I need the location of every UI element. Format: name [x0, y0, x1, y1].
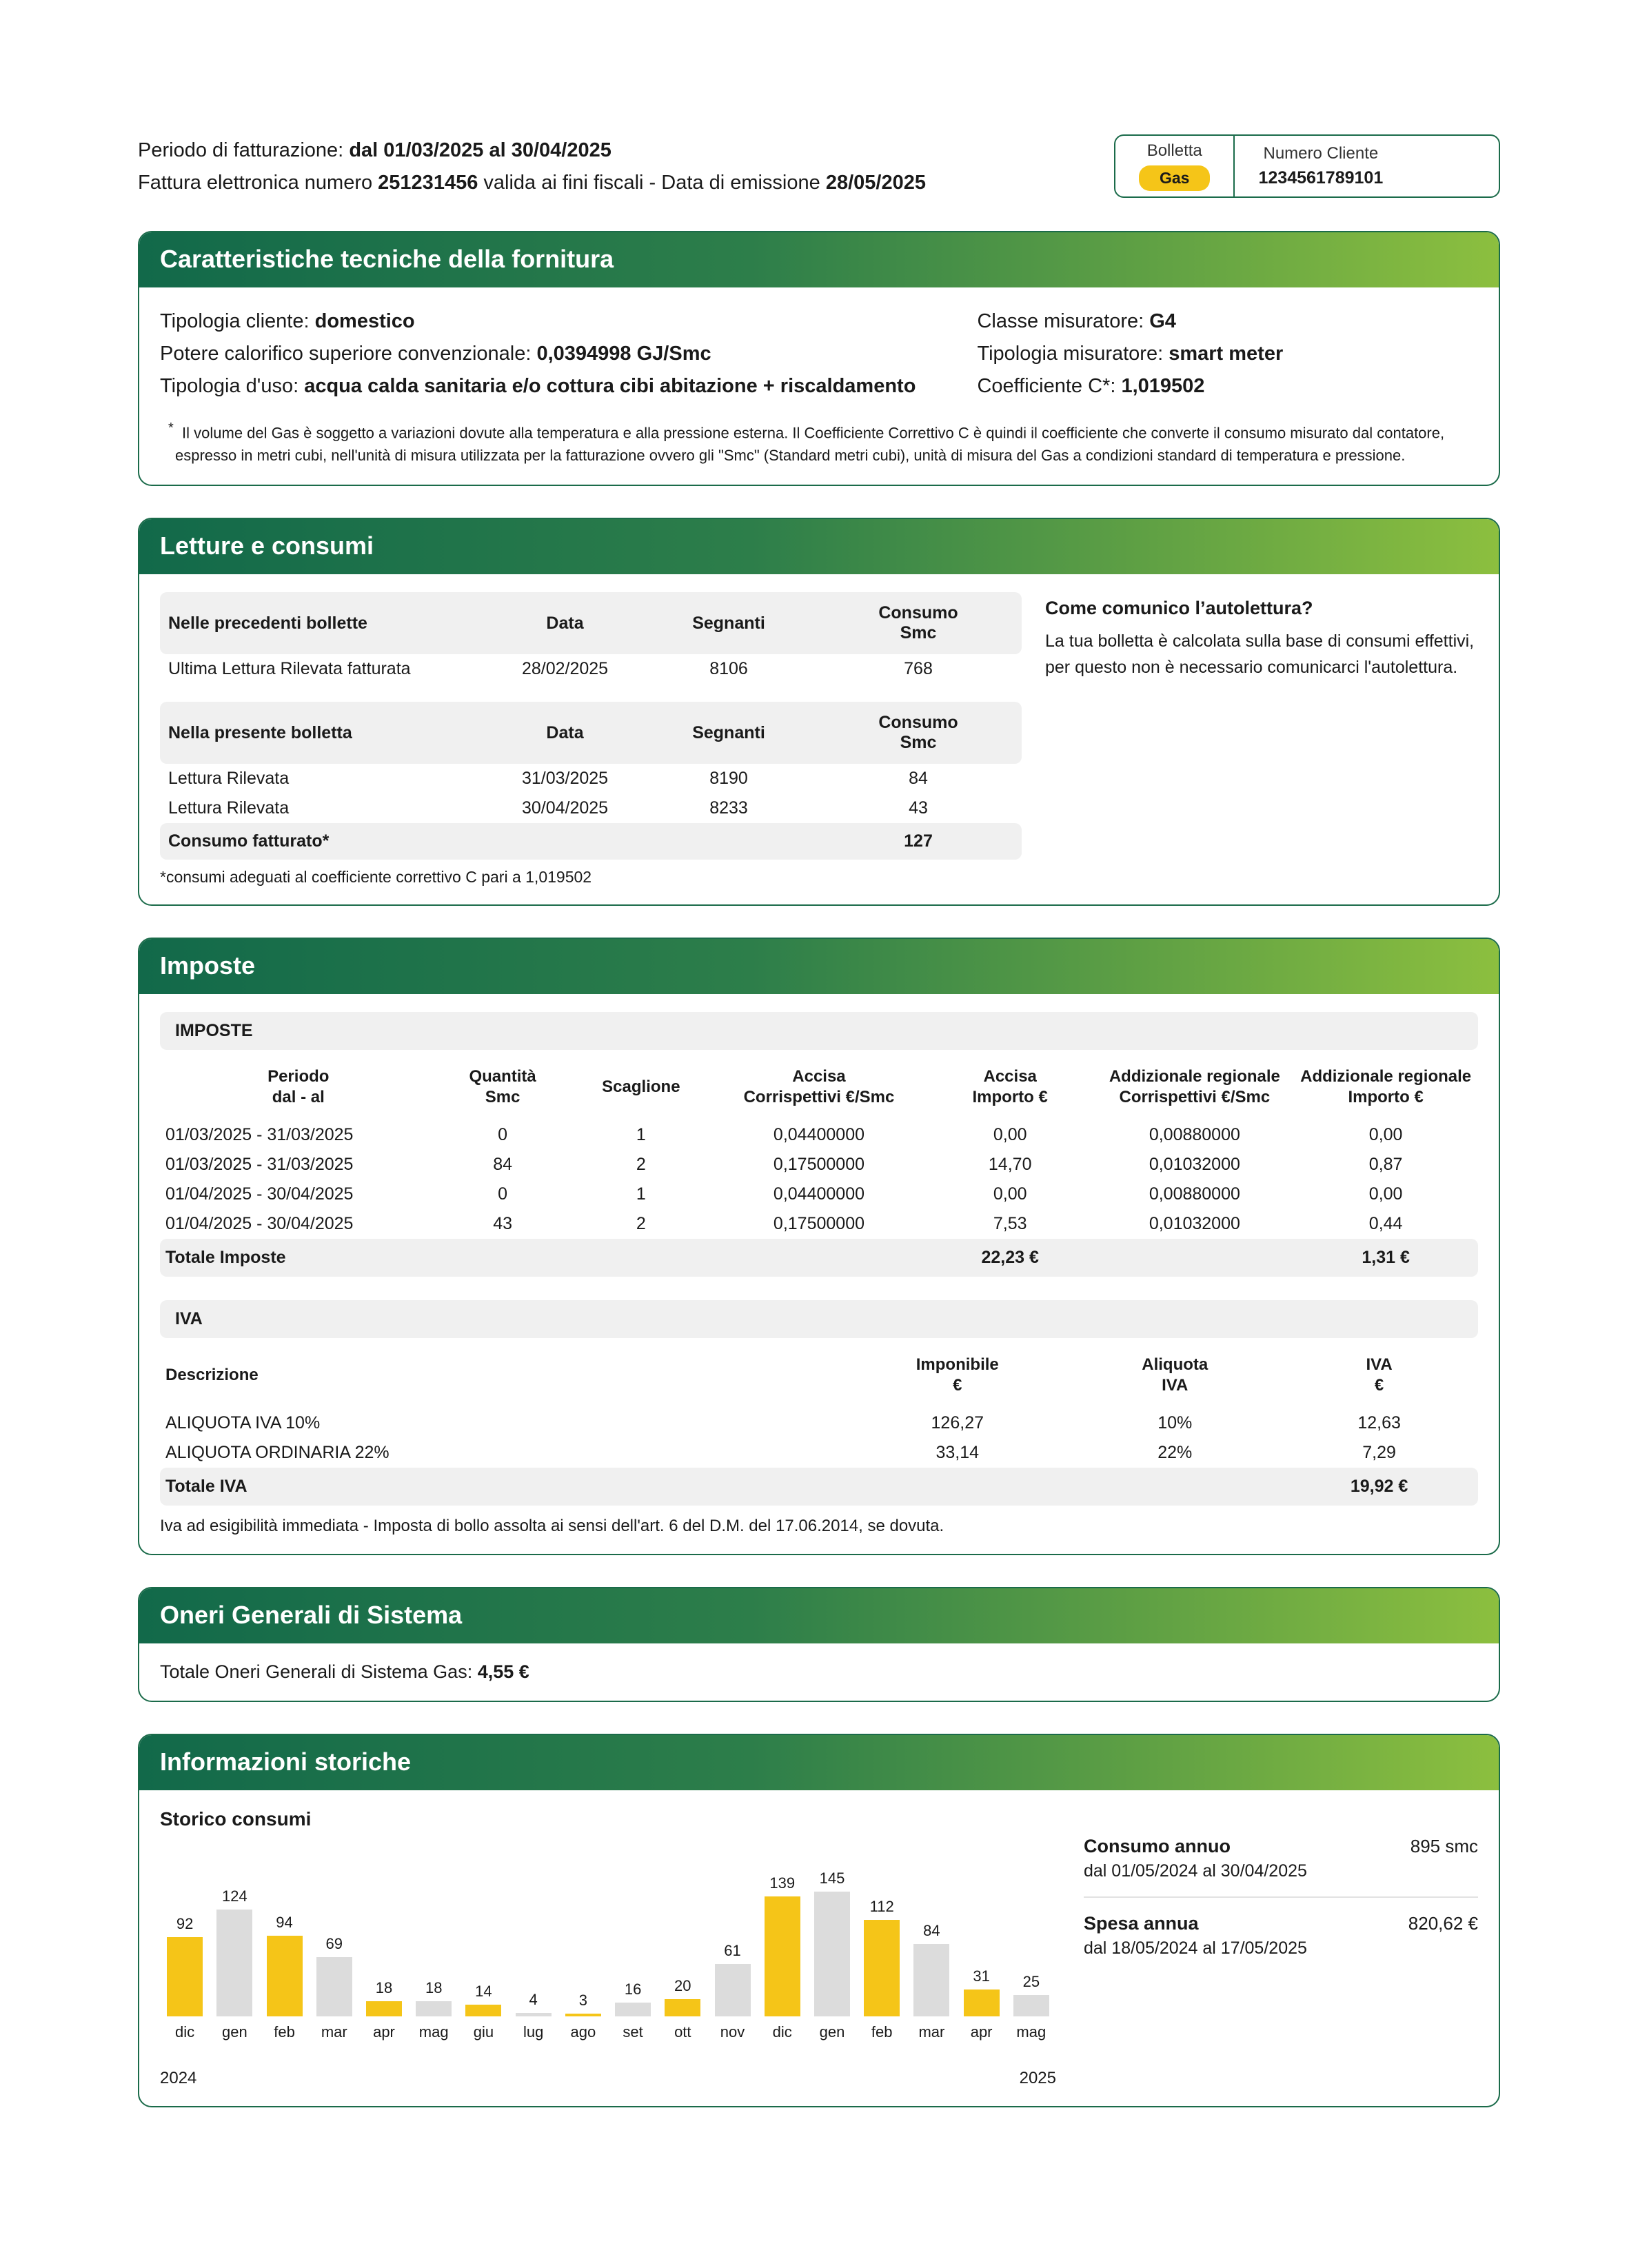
iva-importo: 12,63 — [1357, 1413, 1401, 1433]
taxes-total-accisa: 22,23 € — [924, 1239, 1096, 1277]
chart-x-label: apr — [373, 2023, 395, 2041]
potere-calorifico-row — [160, 338, 977, 370]
tax-quantita: 84 — [493, 1155, 513, 1175]
technical-left-column — [160, 305, 977, 403]
col-header-aliquota-line1: Aliquota — [1142, 1355, 1209, 1375]
reading-desc: Lettura Rilevata — [168, 769, 290, 789]
table-row — [160, 1120, 1478, 1150]
tax-quantita: 0 — [498, 1125, 508, 1145]
chart-bar-value: 112 — [869, 1898, 894, 1916]
reading-segnanti: 8190 — [709, 769, 748, 789]
chart-bar-cell — [707, 1851, 757, 2016]
taxes-total-addizionale: 1,31 € — [1293, 1239, 1478, 1277]
reading-desc: Ultima Lettura Rilevata fatturata — [168, 659, 411, 679]
tax-addizionale-corrispettivi: 0,00880000 — [1149, 1125, 1240, 1145]
chart-x-label: gen — [819, 2023, 845, 2041]
chart-x-label: mag — [418, 2023, 449, 2041]
tipologia-uso-row — [160, 370, 977, 403]
chart-bar-cell — [907, 1851, 956, 2016]
col-header-add-line1: Addizionale regionale — [1109, 1067, 1280, 1086]
coefficiente-c-value: 1,019502 — [1121, 374, 1205, 397]
taxes-total-label: Totale Imposte — [160, 1239, 437, 1277]
chart-bar-value: 94 — [276, 1913, 293, 1931]
col-header-consumo-line1: Consumo — [878, 603, 958, 623]
previous-readings-header: Nelle precedenti bollette — [160, 592, 487, 654]
consumption-chart-block — [160, 1808, 1056, 2088]
tax-accisa-corrispettivi: 0,17500000 — [773, 1214, 865, 1234]
reading-consumo: 84 — [909, 769, 928, 789]
chart-bar — [516, 2013, 552, 2016]
tax-accisa-importo: 7,53 — [993, 1214, 1027, 1234]
tax-quantita: 0 — [498, 1184, 508, 1204]
annual-spend-text — [1084, 1913, 1307, 1958]
autolettura-text: La tua bolletta è calcolata sulla base di consumi effettivi, per questo non è necessario comunicarci l'autolettura. — [1045, 631, 1475, 677]
col-header-scaglione-line1: Scaglione — [602, 1077, 680, 1097]
chart-bar-cell — [359, 1851, 409, 2016]
potere-calorifico-value: 0,0394998 GJ/Smc — [536, 342, 711, 365]
tax-periodo: 01/04/2025 - 30/04/2025 — [165, 1214, 354, 1234]
reading-segnanti: 8106 — [709, 659, 748, 679]
col-header-add-line2: Corrispettivi €/Smc — [1119, 1088, 1271, 1107]
tax-scaglione: 1 — [636, 1184, 646, 1204]
col-header-data: Data — [487, 592, 643, 654]
chart-bar — [615, 2003, 651, 2016]
chart-x-label: dic — [175, 2023, 195, 2041]
chart-x-label: apr — [970, 2023, 993, 2041]
tipologia-misuratore-row — [977, 338, 1478, 370]
taxes-total-row — [160, 1239, 1478, 1277]
col-header-quantita — [437, 1057, 569, 1120]
coefficiente-c-label: Coefficiente C*: — [977, 374, 1122, 397]
col-header-accisa-imp-line2: Importo € — [972, 1088, 1048, 1107]
chart-bar — [715, 1964, 751, 2016]
empty-cell — [714, 1239, 924, 1277]
taxes-title: Imposte — [139, 939, 1499, 994]
technical-characteristics-title: Caratteristiche tecniche della fornitura — [139, 232, 1499, 287]
readings-footnote: *consumi adeguati al coefficiente correttivo C pari a 1,019502 — [160, 868, 592, 887]
col-header-quantita-line1: Quantità — [469, 1067, 536, 1086]
readings-card — [138, 518, 1500, 906]
iva-imponibile: 126,27 — [931, 1413, 984, 1433]
customer-number-label: Numero Cliente — [1263, 144, 1379, 163]
historical-info-card — [138, 1734, 1500, 2107]
chart-x-label: dic — [772, 2023, 792, 2041]
tipologia-cliente-value: domestico — [314, 310, 415, 332]
consumption-bar-chart — [160, 1851, 1056, 2051]
readings-title: Letture e consumi — [139, 519, 1499, 574]
table-row — [160, 764, 1022, 793]
chart-bar — [964, 1989, 1000, 2016]
chart-bar — [864, 1920, 900, 2016]
taxes-table — [160, 1057, 1478, 1277]
issue-date-label: valida ai fini fiscali - Data di emissione — [478, 171, 826, 194]
chart-x-labels — [160, 2023, 1056, 2041]
col-header-data: Data — [487, 702, 643, 764]
chart-x-label: lug — [523, 2023, 544, 2041]
potere-calorifico-label: Potere calorifico superiore convenzionale: — [160, 342, 537, 365]
current-readings-header: Nella presente bolletta — [160, 702, 487, 764]
chart-year-row — [160, 2069, 1056, 2088]
tax-quantita: 43 — [493, 1214, 513, 1234]
technical-characteristics-body — [139, 287, 1499, 485]
chart-bar-value: 84 — [923, 1922, 940, 1940]
consumption-total-value: 127 — [815, 823, 1022, 860]
chart-bar-value: 18 — [425, 1978, 443, 1996]
chart-bar — [565, 2014, 601, 2016]
chart-bar-cell — [1007, 1851, 1056, 2016]
tax-accisa-corrispettivi: 0,17500000 — [773, 1155, 865, 1175]
chart-bar — [167, 1937, 203, 2016]
chart-bar — [1013, 1995, 1049, 2016]
tax-periodo: 01/04/2025 - 30/04/2025 — [165, 1184, 354, 1204]
taxes-body — [139, 994, 1499, 1554]
technical-note-text: Il volume del Gas è soggetto a variazioni dovute alla temperatura e alla pressione esterna. Il Coefficiente Correttivo C è quindi il coefficiente che converte il consumo misurato dal contatore, espresso in metri cubi, nell'unità di misura utilizzata per la fatturazione ovvero gli "Smc" (Standard metri cubi), unità di misura del Gas a condizioni standard di temperatura e pressione. — [175, 424, 1445, 465]
billing-period-line — [138, 134, 926, 167]
iva-band-label: IVA — [160, 1300, 1478, 1338]
table-row — [160, 654, 1022, 684]
chart-bar — [913, 1944, 949, 2016]
col-header-scaglione — [569, 1057, 714, 1120]
col-header-aliquota-line2: IVA — [1162, 1376, 1189, 1395]
chart-x-label: set — [623, 2023, 643, 2041]
classe-misuratore-label: Classe misuratore: — [977, 310, 1150, 332]
chart-bar-cell — [807, 1851, 857, 2016]
chart-bar-value: 3 — [578, 1992, 587, 2009]
bolletta-type-box — [1115, 136, 1235, 196]
chart-bar — [765, 1896, 800, 2016]
col-header-periodo — [160, 1057, 437, 1120]
col-header-periodo-line1: Periodo — [267, 1067, 330, 1086]
system-charges-title: Oneri Generali di Sistema — [139, 1588, 1499, 1643]
chart-x-label: feb — [274, 2023, 295, 2041]
tax-accisa-importo: 0,00 — [993, 1125, 1027, 1145]
chart-x-label: nov — [720, 2023, 745, 2041]
table-row — [160, 1408, 1478, 1438]
iva-total-value: 19,92 € — [1280, 1468, 1478, 1506]
coefficiente-c-row — [977, 370, 1478, 403]
tax-periodo: 01/03/2025 - 31/03/2025 — [165, 1155, 354, 1175]
empty-cell — [845, 1468, 1069, 1506]
iva-imponibile: 33,14 — [936, 1443, 980, 1463]
col-header-iva-line1: IVA — [1366, 1355, 1393, 1375]
chart-year-start: 2024 — [160, 2069, 197, 2088]
tax-accisa-importo: 14,70 — [988, 1155, 1032, 1175]
chart-x-label: mar — [321, 2023, 347, 2041]
chart-bar-cell — [310, 1851, 359, 2016]
chart-bar-cell — [857, 1851, 907, 2016]
tipologia-cliente-label: Tipologia cliente: — [160, 310, 315, 332]
autolettura-title: Come comunico l’autolettura? — [1045, 598, 1313, 619]
annual-consumption-label: Consumo annuo — [1084, 1836, 1231, 1857]
autolettura-info — [1045, 592, 1478, 887]
issue-date-value: 28/05/2025 — [825, 171, 926, 194]
system-charges-body — [139, 1643, 1499, 1701]
col-header-consumo-line2: Smc — [900, 733, 937, 753]
invoice-number-line — [138, 167, 926, 199]
table-header-row — [160, 1057, 1478, 1120]
billing-period-value: dal 01/03/2025 al 30/04/2025 — [349, 139, 611, 161]
chart-x-label: gen — [221, 2023, 247, 2041]
col-header-segnanti: Segnanti — [643, 702, 815, 764]
tax-addizionale-corrispettivi: 0,01032000 — [1149, 1214, 1240, 1234]
chart-bar-cell — [558, 1851, 608, 2016]
chart-bar-value: 4 — [529, 1991, 538, 2009]
annual-spend-label: Spesa annua — [1084, 1913, 1199, 1934]
col-header-accisa-imp-line1: Accisa — [983, 1067, 1037, 1086]
historical-info-title: Informazioni storiche — [139, 1735, 1499, 1790]
consumption-total-label: Consumo fatturato* — [160, 823, 487, 860]
chart-bar-value: 16 — [624, 1981, 642, 1998]
chart-bar-cell — [509, 1851, 558, 2016]
bolletta-label: Bolletta — [1146, 141, 1202, 160]
chart-bar-value: 31 — [973, 1967, 990, 1985]
iva-desc: ALIQUOTA IVA 10% — [165, 1413, 321, 1433]
tipologia-misuratore-label: Tipologia misuratore: — [977, 342, 1169, 365]
system-charges-line — [160, 1661, 1478, 1683]
chart-x-label: feb — [871, 2023, 893, 2041]
empty-cell — [643, 823, 815, 860]
chart-bar-cell — [409, 1851, 458, 2016]
tax-addizionale-corrispettivi: 0,01032000 — [1149, 1155, 1240, 1175]
invoice-number-value: 251231456 — [378, 171, 478, 194]
reading-consumo: 768 — [904, 659, 933, 679]
chart-bar-cell — [458, 1851, 508, 2016]
chart-bar — [665, 1999, 700, 2016]
col-header-aliquota — [1069, 1345, 1280, 1408]
col-header-accisa-importo — [924, 1057, 1096, 1120]
empty-cell — [1069, 1468, 1280, 1506]
iva-total-row — [160, 1468, 1478, 1506]
col-header-iva — [1280, 1345, 1478, 1408]
classe-misuratore-row — [977, 305, 1478, 338]
tax-scaglione: 1 — [636, 1125, 646, 1145]
chart-bar-value: 145 — [819, 1869, 845, 1887]
tax-addizionale-importo: 0,87 — [1368, 1155, 1403, 1175]
reading-desc: Lettura Rilevata — [168, 798, 290, 818]
chart-bar-value: 92 — [176, 1915, 194, 1933]
col-header-accisa-line1: Accisa — [792, 1067, 846, 1086]
col-header-consumo-line1: Consumo — [878, 713, 958, 733]
customer-info-box — [1114, 134, 1500, 198]
table-header-row — [160, 702, 1022, 764]
current-readings-table — [160, 702, 1022, 860]
chart-bar — [267, 1936, 303, 2017]
chart-x-label: mar — [918, 2023, 945, 2041]
annual-consumption-row — [1084, 1836, 1478, 1896]
tax-periodo: 01/03/2025 - 31/03/2025 — [165, 1125, 354, 1145]
col-header-consumo — [815, 592, 1022, 654]
col-header-consumo-line2: Smc — [900, 623, 937, 643]
col-header-consumo — [815, 702, 1022, 764]
tipologia-uso-label: Tipologia d'uso: — [160, 374, 305, 397]
empty-cell — [487, 823, 643, 860]
chart-bar-value: 69 — [325, 1934, 343, 1952]
reading-date: 28/02/2025 — [521, 659, 609, 679]
empty-cell — [437, 1239, 569, 1277]
technical-characteristics-card — [138, 231, 1500, 486]
col-header-addizionale-corrispettivi — [1095, 1057, 1293, 1120]
col-header-quantita-line2: Smc — [485, 1088, 520, 1107]
reading-date: 31/03/2025 — [521, 769, 609, 789]
document-header — [138, 0, 1500, 199]
system-charges-value: 4,55 € — [477, 1661, 529, 1683]
table-row — [160, 1150, 1478, 1179]
tax-scaglione: 2 — [636, 1214, 646, 1234]
readings-tables — [160, 592, 1022, 887]
iva-desc: ALIQUOTA ORDINARIA 22% — [165, 1443, 390, 1463]
annual-spend-row — [1084, 1896, 1478, 1974]
col-header-periodo-line2: dal - al — [272, 1088, 325, 1107]
chart-bar-cell — [957, 1851, 1007, 2016]
iva-table — [160, 1345, 1478, 1506]
chart-x-label: mag — [1016, 2023, 1046, 2041]
classe-misuratore-value: G4 — [1149, 310, 1176, 332]
iva-aliquota: 10% — [1157, 1413, 1193, 1433]
tax-addizionale-corrispettivi: 0,00880000 — [1149, 1184, 1240, 1204]
iva-total-label: Totale IVA — [160, 1468, 845, 1506]
technical-note — [160, 418, 1478, 467]
chart-bar-value: 139 — [769, 1874, 796, 1892]
chart-bar-cell — [259, 1851, 309, 2016]
col-header-descrizione-line1: Descrizione — [165, 1366, 259, 1385]
reading-segnanti: 8233 — [709, 798, 748, 818]
chart-bar-cell — [160, 1851, 210, 2016]
consumption-total-row — [160, 823, 1022, 860]
customer-number-value: 1234561789101 — [1258, 168, 1384, 188]
invoice-number-label: Fattura elettronica numero — [138, 171, 378, 194]
chart-bar — [465, 2005, 501, 2017]
annual-spend-period: dal 18/05/2024 al 17/05/2025 — [1084, 1938, 1307, 1958]
historical-info-body — [139, 1790, 1499, 2106]
annual-consumption-period: dal 01/05/2024 al 30/04/2025 — [1084, 1861, 1307, 1881]
iva-footer-note: Iva ad esigibilità immediata - Imposta di bollo assolta ai sensi dell'art. 6 del D.M. del 17.06.2014, se dovuta. — [160, 1517, 944, 1536]
chart-x-label: giu — [473, 2023, 494, 2041]
table-row — [160, 1179, 1478, 1209]
billing-period-label: Periodo di fatturazione: — [138, 139, 350, 161]
chart-year-end: 2025 — [1019, 2069, 1056, 2088]
chart-bar-cell — [608, 1851, 658, 2016]
empty-cell — [569, 1239, 714, 1277]
tax-addizionale-importo: 0,44 — [1368, 1214, 1403, 1234]
chart-bar-cell — [758, 1851, 807, 2016]
system-charges-card — [138, 1587, 1500, 1702]
chart-title: Storico consumi — [160, 1808, 312, 1830]
taxes-card — [138, 938, 1500, 1555]
col-header-imponibile-line2: € — [953, 1376, 962, 1395]
chart-bar-cell — [210, 1851, 259, 2016]
col-header-accisa-corrispettivi — [714, 1057, 924, 1120]
reading-date: 30/04/2025 — [521, 798, 609, 818]
col-header-descrizione — [160, 1345, 845, 1408]
reading-consumo: 43 — [909, 798, 928, 818]
chart-bar — [316, 1957, 352, 2016]
chart-bar-value: 20 — [674, 1977, 691, 1995]
customer-number-box — [1235, 136, 1406, 196]
chart-bar-value: 124 — [221, 1887, 247, 1905]
col-header-imponibile — [845, 1345, 1069, 1408]
taxes-band-label: IMPOSTE — [160, 1012, 1478, 1050]
empty-cell — [1095, 1239, 1293, 1277]
tipologia-uso-value: acqua calda sanitaria e/o cottura cibi abitazione + riscaldamento — [304, 374, 916, 397]
col-header-imponibile-line1: Imponibile — [916, 1355, 999, 1375]
chart-bar — [416, 2001, 452, 2017]
tax-accisa-corrispettivi: 0,04400000 — [773, 1184, 865, 1204]
chart-bars — [160, 1851, 1056, 2016]
table-header-row — [160, 1345, 1478, 1408]
annual-consumption-text — [1084, 1836, 1307, 1881]
tax-addizionale-importo: 0,00 — [1368, 1125, 1403, 1145]
chart-bar-value: 61 — [724, 1941, 741, 1959]
readings-body — [139, 574, 1499, 904]
table-header-row — [160, 592, 1022, 654]
chart-bar — [814, 1892, 850, 2016]
chart-x-label: ott — [674, 2023, 691, 2041]
col-header-add-imp-line2: Importo € — [1348, 1088, 1424, 1107]
iva-importo: 7,29 — [1362, 1443, 1396, 1463]
table-row — [160, 1438, 1478, 1468]
tax-accisa-corrispettivi: 0,04400000 — [773, 1125, 865, 1145]
col-header-addizionale-importo — [1293, 1057, 1478, 1120]
technical-right-column — [977, 305, 1478, 403]
chart-bar-value: 14 — [475, 1982, 492, 2000]
table-row — [160, 1209, 1478, 1239]
annual-consumption-value: 895 smc — [1410, 1836, 1478, 1857]
billing-period-block — [138, 134, 926, 199]
tipologia-misuratore-value: smart meter — [1169, 342, 1284, 365]
col-header-add-imp-line1: Addizionale regionale — [1300, 1067, 1472, 1086]
chart-bar — [216, 1910, 252, 2016]
tipologia-cliente-row — [160, 305, 977, 338]
chart-bar-cell — [658, 1851, 707, 2016]
table-row — [160, 793, 1022, 823]
chart-bar-value: 25 — [1022, 1972, 1040, 1990]
iva-aliquota: 22% — [1157, 1443, 1193, 1463]
system-charges-label: Totale Oneri Generali di Sistema Gas: — [160, 1661, 478, 1683]
col-header-segnanti: Segnanti — [643, 592, 815, 654]
gas-badge: Gas — [1139, 165, 1210, 191]
col-header-accisa-line2: Corrispettivi €/Smc — [743, 1088, 895, 1107]
annual-spend-value: 820,62 € — [1408, 1913, 1478, 1934]
tax-addizionale-importo: 0,00 — [1368, 1184, 1403, 1204]
chart-x-label: ago — [570, 2023, 596, 2041]
chart-bar — [366, 2001, 402, 2017]
annual-summary — [1084, 1808, 1478, 2088]
previous-readings-table — [160, 592, 1022, 684]
col-header-iva-line2: € — [1374, 1376, 1384, 1395]
chart-bar-value: 18 — [375, 1978, 393, 1996]
asterisk-marker: * — [168, 420, 174, 436]
tax-scaglione: 2 — [636, 1155, 646, 1175]
tax-accisa-importo: 0,00 — [993, 1184, 1027, 1204]
